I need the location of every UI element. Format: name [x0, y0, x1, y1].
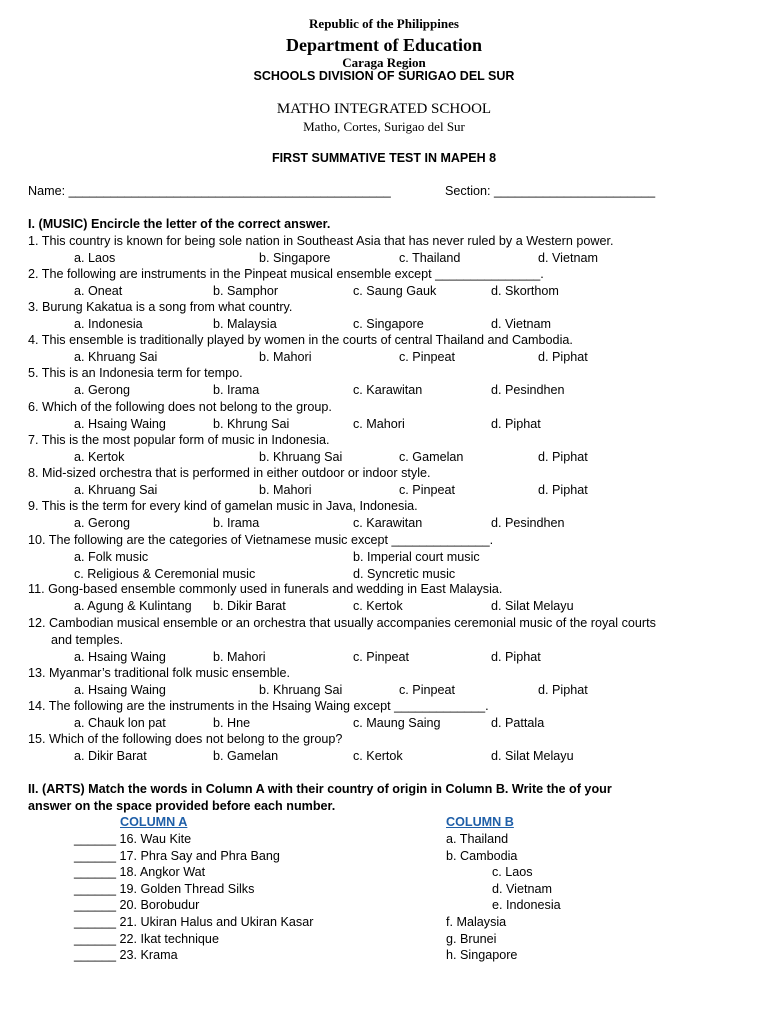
option-a: a. Kertok: [74, 450, 125, 464]
option-a: a. Hsaing Waing: [74, 417, 166, 431]
question-text: 14. The following are the instruments in the Hsaing Waing except _____________.: [28, 699, 489, 713]
question-text: 6. Which of the following does not belong to the group.: [28, 400, 332, 414]
option-a: a. Hsaing Waing: [74, 683, 166, 697]
department-title: Department of Education: [286, 35, 482, 55]
column-a-item: ______ 17. Phra Say and Phra Bang: [74, 848, 280, 863]
part2-heading-line1: II. (ARTS) Match the words in Column A with their country of origin in Column B. Write the of your: [28, 782, 612, 796]
question-text: 8. Mid-sized orchestra that is performed in either outdoor or indoor style.: [28, 466, 431, 480]
question-text: 4. This ensemble is traditionally played by women in the courts of central Thailand and Cambodia.: [28, 333, 573, 347]
option-b: b. Gamelan: [213, 749, 279, 763]
option-d: d. Syncretic music: [353, 567, 456, 581]
question-text: 12. Cambodian musical ensemble or an orchestra that usually accompanies ceremonial music of the royal courts: [28, 616, 656, 630]
option-b: b. Hne: [213, 716, 251, 730]
section-field: Section: _______________________: [445, 184, 656, 198]
column-a-item: ______ 23. Krama: [74, 948, 178, 963]
division-line: SCHOOLS DIVISION OF SURIGAO DEL SUR: [253, 69, 515, 83]
question-text-continued: and temples.: [51, 633, 124, 647]
option-c: c. Pinpeat: [399, 683, 456, 697]
option-b: b. Dikir Barat: [213, 599, 286, 613]
option-a: a. Indonesia: [74, 317, 143, 331]
option-d: d. Pesindhen: [491, 383, 565, 397]
question-text: 9. This is the term for every kind of gamelan music in Java, Indonesia.: [28, 499, 418, 513]
option-d: d. Piphat: [538, 683, 588, 697]
option-d: d. Piphat: [538, 350, 588, 364]
column-b-item: e. Indonesia: [492, 898, 561, 913]
question-text: 1. This country is known for being sole nation in Southeast Asia that has never ruled by a Western power.: [28, 234, 614, 248]
option-a: a. Khruang Sai: [74, 350, 158, 364]
column-a-item: ______ 21. Ukiran Halus and Ukiran Kasar: [74, 915, 314, 929]
name-field: Name: ______________________________________________: [28, 184, 391, 198]
option-c: c. Singapore: [353, 317, 424, 331]
option-c: c. Kertok: [353, 599, 403, 613]
option-a: a. Hsaing Waing: [74, 650, 166, 664]
option-c: c. Gamelan: [399, 450, 464, 464]
option-b: b. Irama: [213, 516, 260, 530]
column-b-item: f. Malaysia: [446, 915, 507, 929]
column-b-item: b. Cambodia: [446, 848, 518, 863]
question-text: 5. This is an Indonesia term for tempo.: [28, 366, 243, 380]
option-b: b. Samphor: [213, 284, 279, 298]
school-name: MATHO INTEGRATED SCHOOL: [276, 101, 492, 117]
option-a: a. Khruang Sai: [74, 483, 158, 497]
question-text: 10. The following are the categories of Vietnamese music except ______________.: [28, 533, 494, 547]
option-d: d. Silat Melayu: [491, 599, 574, 613]
option-a: a. Dikir Barat: [74, 749, 147, 763]
option-b: b. Khruang Sai: [259, 450, 343, 464]
column-b-item: a. Thailand: [446, 832, 509, 846]
option-a: a. Laos: [74, 251, 116, 265]
option-b: b. Irama: [213, 383, 260, 397]
column-b-item: c. Laos: [492, 865, 533, 880]
option-b: b. Mahori: [259, 483, 312, 497]
question-text: 11. Gong-based ensemble commonly used in funerals and wedding in East Malaysia.: [28, 582, 503, 596]
column-b-item: g. Brunei: [446, 931, 497, 946]
option-d: d. Skorthom: [491, 284, 559, 298]
question-text: 2. The following are instruments in the Pinpeat musical ensemble except _______________.: [28, 267, 544, 281]
option-d: d. Piphat: [538, 450, 588, 464]
option-d: d. Piphat: [538, 483, 588, 497]
option-a: a. Gerong: [74, 516, 131, 530]
region-line: Caraga Region: [342, 55, 426, 70]
republic-line: Republic of the Philippines: [309, 16, 459, 31]
option-c: c. Thailand: [399, 251, 461, 265]
option-c: c. Karawitan: [353, 383, 423, 397]
option-d: d. Vietnam: [538, 251, 598, 265]
option-c: c. Pinpeat: [399, 483, 456, 497]
part1-heading: I. (MUSIC) Encircle the letter of the correct answer.: [28, 217, 331, 231]
option-c: c. Pinpeat: [353, 650, 410, 664]
option-a: a. Folk music: [74, 550, 149, 564]
option-b: b. Singapore: [259, 251, 331, 265]
option-a: a. Agung & Kulintang: [74, 599, 192, 613]
question-text: 7. This is the most popular form of music in Indonesia.: [28, 433, 330, 447]
option-b: b. Khruang Sai: [259, 683, 343, 697]
column-b-item: h. Singapore: [446, 948, 518, 963]
option-c: c. Kertok: [353, 749, 403, 763]
column-a-title: COLUMN A: [120, 815, 188, 829]
option-c: c. Pinpeat: [399, 350, 456, 364]
option-a: a. Chauk lon pat: [74, 716, 166, 730]
school-address: Matho, Cortes, Surigao del Sur: [303, 119, 465, 134]
question-text: 15. Which of the following does not belong to the group?: [28, 732, 343, 746]
option-c: c. Mahori: [353, 417, 405, 431]
option-c: c. Maung Saing: [353, 716, 441, 730]
column-a-item: ______ 16. Wau Kite: [74, 832, 192, 846]
option-c: c. Karawitan: [353, 516, 423, 530]
option-c: c. Religious & Ceremonial music: [74, 567, 256, 581]
part2-heading-line2: answer on the space provided before each number.: [28, 799, 336, 813]
column-a-item: ______ 20. Borobudur: [74, 898, 200, 913]
option-d: d. Vietnam: [491, 317, 551, 331]
question-text: 3. Burung Kakatua is a song from what country.: [28, 300, 293, 314]
option-d: d. Silat Melayu: [491, 749, 574, 763]
option-b: b. Mahori: [259, 350, 312, 364]
test-title: FIRST SUMMATIVE TEST IN MAPEH 8: [271, 151, 497, 165]
option-d: d. Pesindhen: [491, 516, 565, 530]
option-d: d. Piphat: [491, 650, 541, 664]
option-a: a. Gerong: [74, 383, 131, 397]
option-d: d. Piphat: [491, 417, 541, 431]
column-a-item: ______ 18. Angkor Wat: [74, 865, 206, 880]
option-a: a. Oneat: [74, 284, 123, 298]
column-a-item: ______ 19. Golden Thread Silks: [74, 881, 255, 896]
option-b: b. Imperial court music: [353, 550, 480, 564]
column-a-item: ______ 22. Ikat technique: [74, 931, 219, 946]
column-b-title: COLUMN B: [446, 815, 514, 829]
option-b: b. Mahori: [213, 650, 266, 664]
option-d: d. Pattala: [491, 716, 545, 730]
question-text: 13. Myanmar’s traditional folk music ensemble.: [28, 666, 291, 680]
column-b-item: d. Vietnam: [492, 881, 552, 896]
option-b: b. Malaysia: [213, 317, 277, 331]
option-b: b. Khrung Sai: [213, 417, 290, 431]
option-c: c. Saung Gauk: [353, 284, 437, 298]
